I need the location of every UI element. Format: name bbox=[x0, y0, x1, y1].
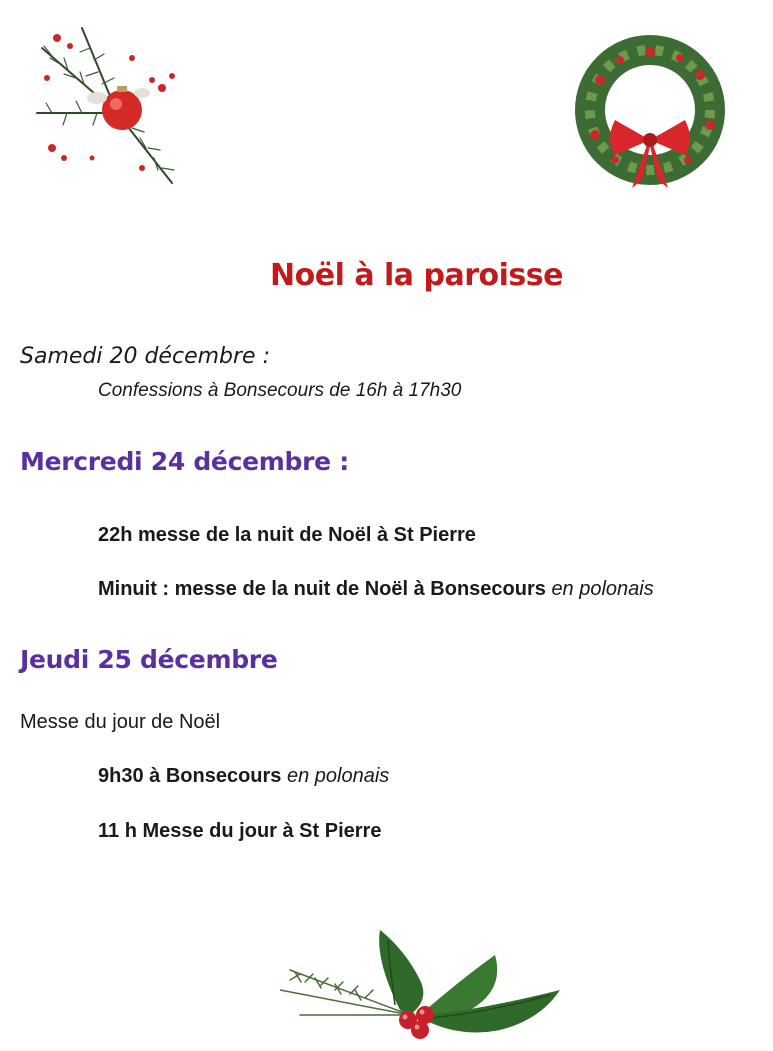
event-day-mass-st-pierre: 11 h Messe du jour à St Pierre bbox=[98, 820, 382, 842]
day-heading-thursday: Jeudi 25 décembre bbox=[20, 645, 278, 674]
event-text: Minuit : messe de la nuit de Noël à Bonsecours bbox=[98, 578, 546, 600]
day-heading-wednesday: Mercredi 24 décembre : bbox=[20, 447, 349, 476]
event-text: 9h30 à Bonsecours bbox=[98, 765, 282, 787]
event-midnight-mass-bonsecours bbox=[98, 578, 654, 601]
holly-sprig-icon bbox=[280, 920, 570, 1051]
event-morning-mass-bonsecours bbox=[98, 765, 389, 788]
christmas-wreath-icon bbox=[560, 30, 740, 195]
event-confessions: Confessions à Bonsecours de 16h à 17h30 bbox=[98, 380, 462, 401]
page-title: Noël à la paroisse bbox=[270, 258, 563, 293]
christmas-day-mass-intro: Messe du jour de Noël bbox=[20, 711, 221, 733]
event-language: en polonais bbox=[551, 578, 654, 600]
event-midnight-mass-st-pierre: 22h messe de la nuit de Noël à St Pierre bbox=[98, 524, 476, 546]
event-language: en polonais bbox=[286, 765, 390, 787]
christmas-bauble-branch-icon bbox=[22, 18, 187, 193]
day-heading-saturday: Samedi 20 décembre : bbox=[20, 344, 270, 369]
